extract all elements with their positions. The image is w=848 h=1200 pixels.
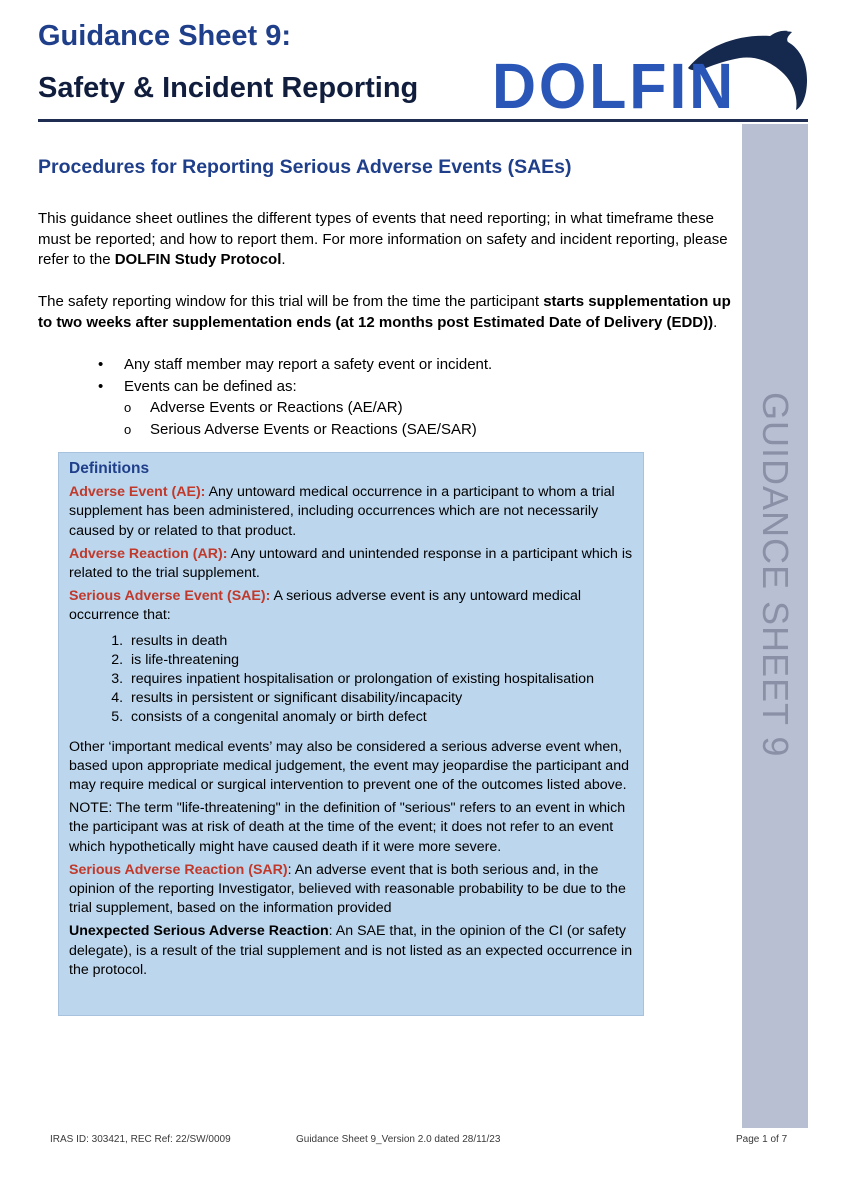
header-divider	[38, 119, 808, 122]
page-title-line2: Safety & Incident Reporting	[38, 72, 419, 104]
list-item: 4. results in persistent or significant disability/incapacity	[127, 689, 633, 708]
definition-text: A serious adverse event is any untoward medical occurrence that:	[69, 588, 582, 624]
definition-ar	[69, 545, 633, 583]
window-text: The safety reporting window for this trial will be from the time the participant	[38, 293, 544, 310]
definition-sar	[69, 861, 633, 919]
term-ar: Adverse Reaction (AR):	[69, 545, 228, 562]
definitions-heading: Definitions	[69, 460, 150, 477]
other-medical-events: Other ‘important medical events’ may also be considered a serious adverse event when, based upon appropriate medical judgement, the event may jeopardise the participant and may require medical or surgical intervention to prevent one of the outcomes listed above.	[69, 738, 629, 794]
life-threatening-note: NOTE: The term "life-threatening" in the definition of "serious" refers to an event in which the participant was at risk of death at the time of the event; it does not refer to an event which hypothetically might have caused death if it were more severe.	[69, 800, 626, 855]
footer-reference: IRAS ID: 303421, REC Ref: 22/SW/0009	[50, 1134, 231, 1145]
list-item: • Any staff member may report a safety event or incident.	[98, 356, 493, 373]
definition-text: Any untoward and unintended response in a participant which is related to the trial supplement.	[69, 545, 633, 582]
side-banner-label-wrap	[742, 124, 808, 1128]
term-sar: Serious Adverse Reaction (SAR)	[69, 861, 288, 878]
sub-bullet-list	[38, 397, 477, 440]
term-ae: Adverse Event (AE):	[69, 484, 206, 501]
sae-criteria-list	[69, 632, 633, 728]
sub-bullet-text: Serious Adverse Events or Reactions (SAE/SAR)	[150, 420, 477, 438]
side-banner-label: GUIDANCE SHEET 9	[755, 392, 796, 758]
bullet-text: Any staff member may report a safety event or incident.	[124, 356, 493, 373]
bullet-text: Events can be defined as:	[124, 377, 297, 395]
dolfin-logo	[492, 30, 810, 114]
page-title-line1: Guidance Sheet 9:	[38, 20, 292, 52]
intro-text: This guidance sheet outlines the different types of events that need reporting; in what timeframe these must be reported; and how to report them. For more information on safety and incident reporting, please refer to the	[38, 210, 728, 269]
term-usar: Unexpected Serious Adverse Reaction	[69, 923, 329, 940]
definition-ae	[69, 483, 633, 541]
window-period: starts supplementation up to two weeks after supplementation ends (at 12 months post Estimated Date of Delivery (EDD))	[38, 293, 731, 331]
footer-version: Guidance Sheet 9_Version 2.0 dated 28/11/23	[296, 1134, 501, 1145]
list-item: 3. requires inpatient hospitalisation or prolongation of existing hospitalisation	[127, 670, 633, 689]
definition-usar	[69, 922, 633, 980]
list-item: 2. is life-threatening	[127, 651, 633, 670]
intro-paragraph	[38, 209, 738, 271]
logo-text: DOLFIN	[492, 50, 736, 114]
section-heading: Procedures for Reporting Serious Adverse Events (SAEs)	[38, 156, 572, 178]
definition-text: Any untoward medical occurrence in a participant to whom a trial supplement has been administered, including occurrences which are not necessarily caused by or related to that product.	[69, 484, 615, 539]
protocol-reference: DOLFIN Study Protocol	[114, 251, 282, 269]
list-item: 5. consists of a congenital anomaly or birth defect	[127, 708, 633, 727]
term-sae: Serious Adverse Event (SAE):	[69, 588, 271, 605]
list-item: • Events can be defined as:	[98, 377, 297, 395]
footer-page-number: Page 1 of 7	[736, 1134, 788, 1145]
list-item: o Adverse Events or Reactions (AE/AR)	[124, 399, 403, 416]
sub-bullet-text: Adverse Events or Reactions (AE/AR)	[150, 399, 403, 416]
definitions-box	[58, 452, 644, 1016]
definition-text: : An SAE that, in the opinion of the CI (or safety delegate), is a result of the trial supplement and is not listed as an expected occurrence in the protocol.	[69, 923, 633, 978]
list-item: 1. results in death	[127, 632, 633, 651]
definition-sae	[69, 587, 633, 625]
window-end: .	[713, 313, 718, 331]
intro-end: .	[281, 251, 286, 269]
reporting-window-paragraph	[38, 292, 738, 333]
list-item: o Serious Adverse Events or Reactions (SAE/SAR)	[124, 420, 477, 438]
bullet-list	[38, 354, 738, 397]
definition-text: : An adverse event that is both serious and, in the opinion of the reporting Investigator, believed with reasonable probability to be due to the trial supplement, based on the information provided	[69, 861, 626, 917]
